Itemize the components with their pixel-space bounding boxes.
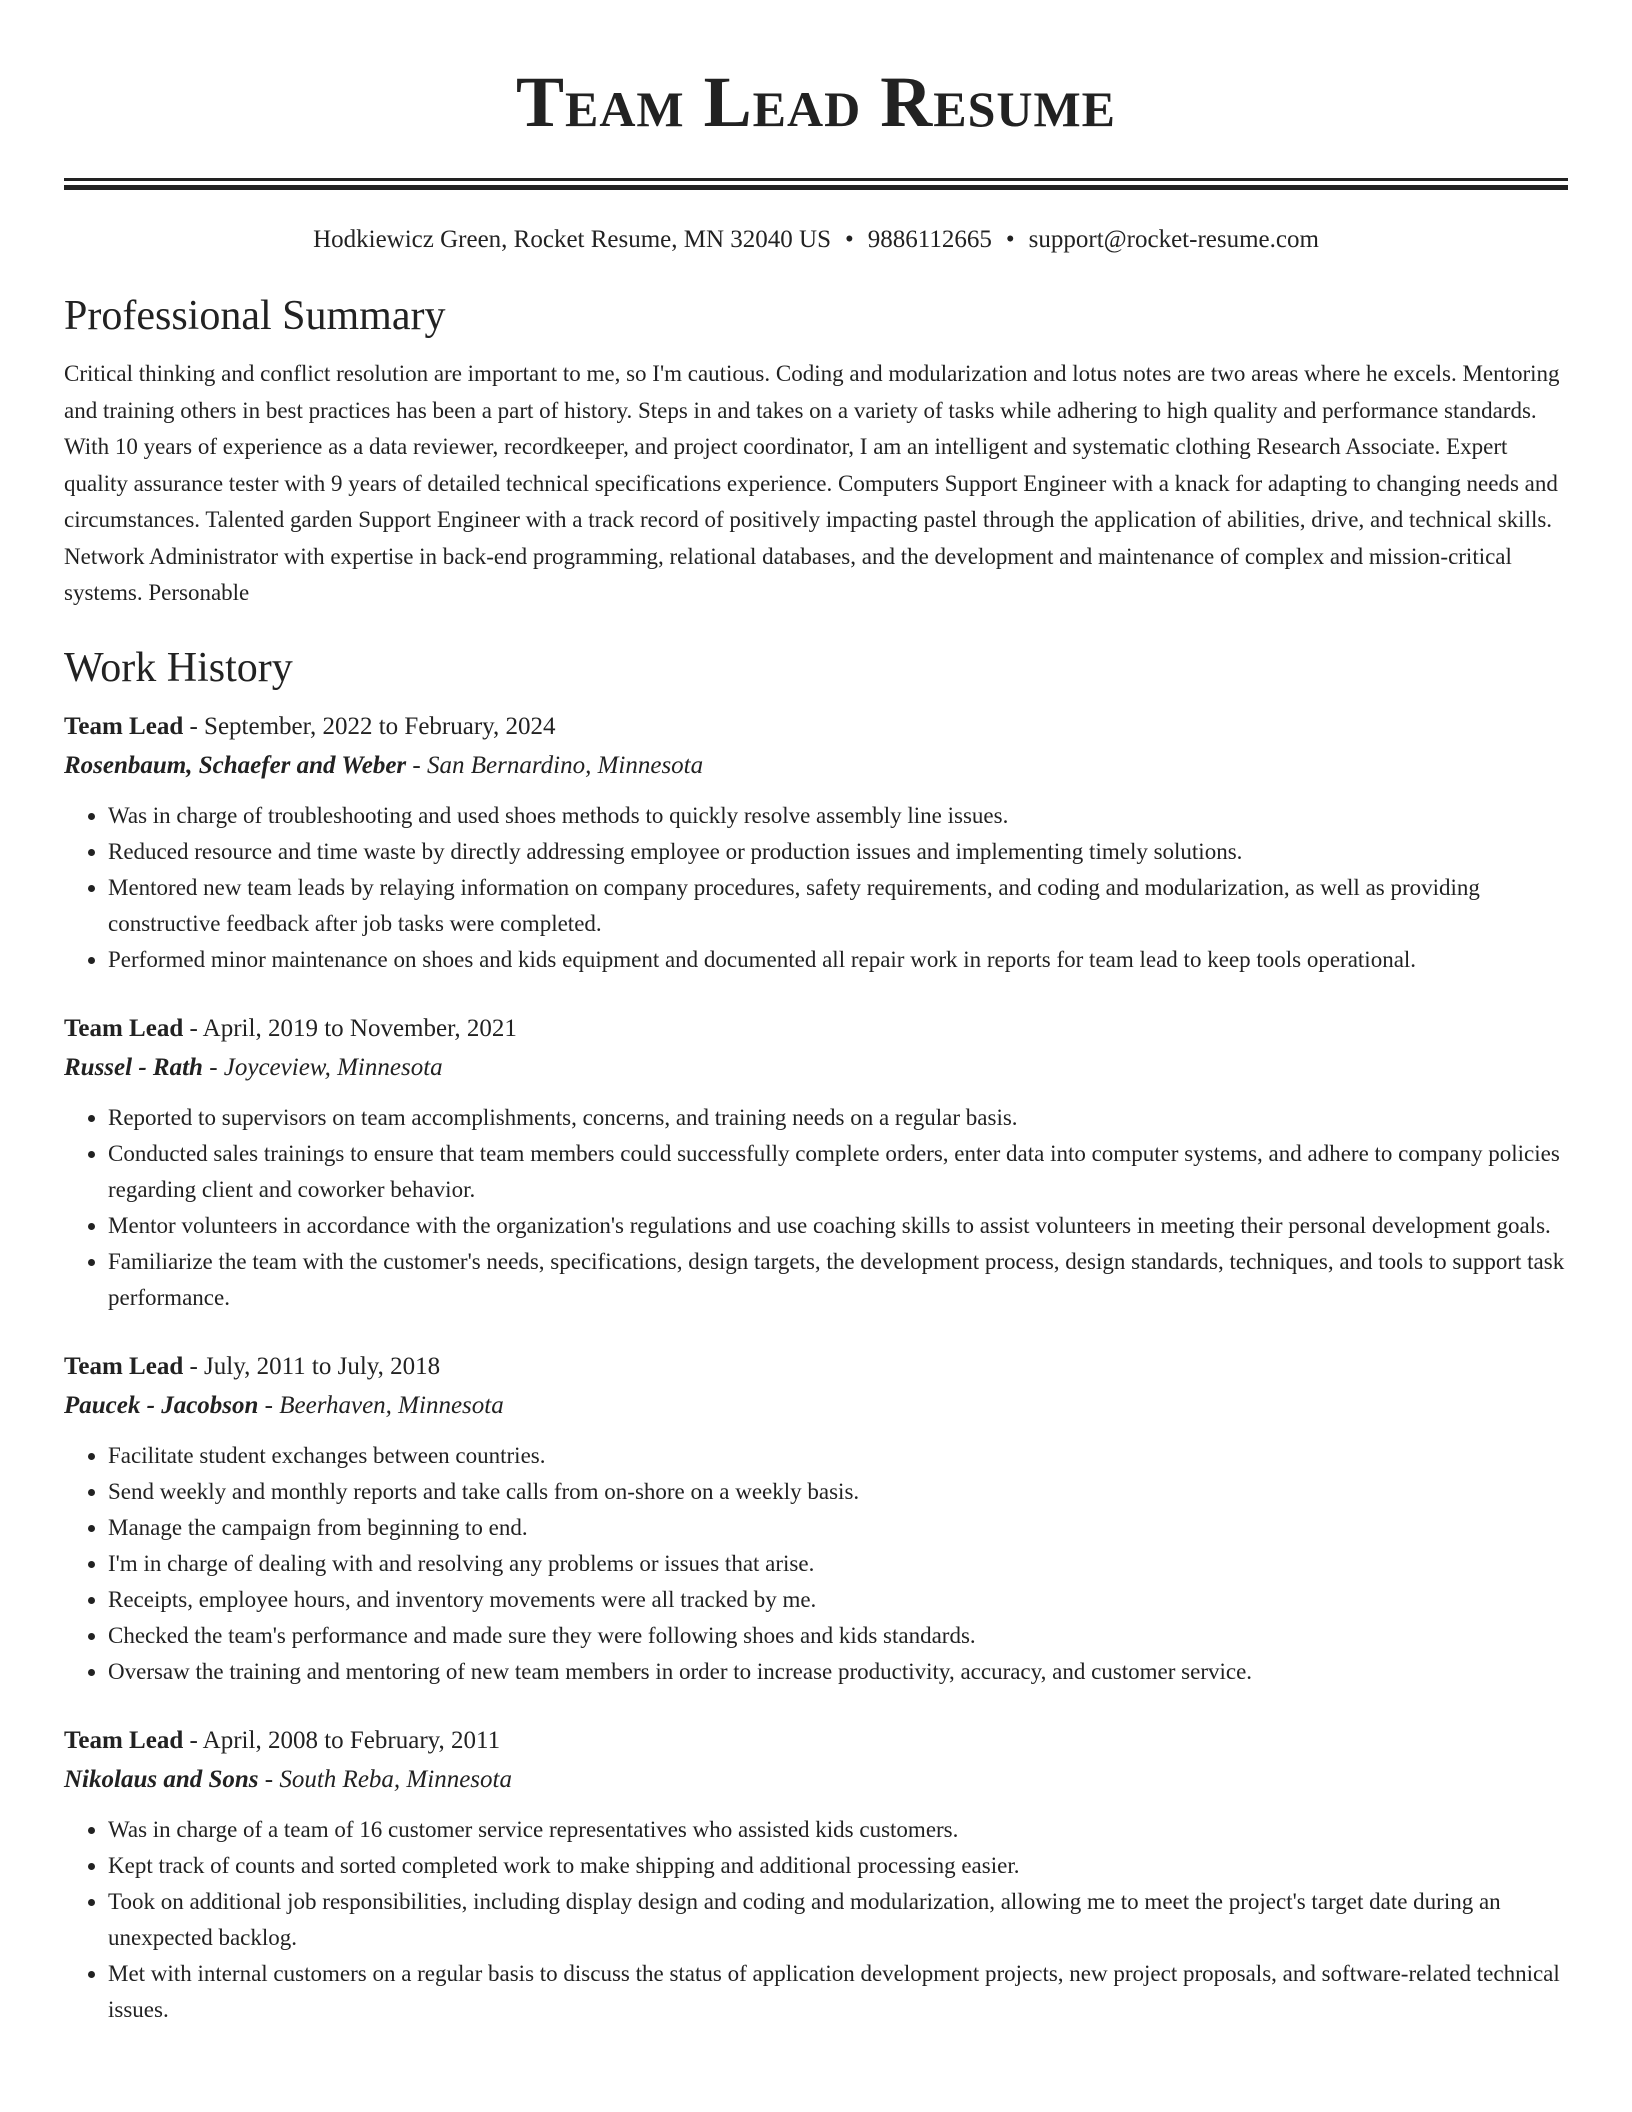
company-name: Russel - Rath: [64, 1053, 203, 1081]
duty-item: • Send weekly and monthly reports and take calls from on-shore on a weekly basis.: [108, 1474, 1568, 1510]
duty-item: • Facilitate student exchanges between countries.: [108, 1438, 1568, 1474]
job-title: Team Lead: [64, 1352, 184, 1380]
job-title: Team Lead: [64, 1726, 184, 1754]
duty-item: • I'm in charge of dealing with and resolving any problems or issues that arise.: [108, 1546, 1568, 1582]
duty-item: • Performed minor maintenance on shoes and kids equipment and documented all repair work in reports for team lead to keep tools operational.: [108, 942, 1568, 978]
company-location: - San Bernardino, Minnesota: [412, 751, 704, 779]
company-location: - Beerhaven, Minnesota: [264, 1391, 504, 1419]
job-entry: [64, 708, 1568, 978]
job-dates: - April, 2008 to February, 2011: [189, 1726, 501, 1754]
company-location: - South Reba, Minnesota: [264, 1765, 512, 1793]
duty-item: • Receipts, employee hours, and inventory movements were all tracked by me.: [108, 1582, 1568, 1618]
duty-item: • Reduced resource and time waste by directly addressing employee or production issues and implementing timely solutions.: [108, 834, 1568, 870]
summary-heading: Professional Summary: [64, 293, 446, 339]
company-name: Paucek - Jacobson: [64, 1391, 259, 1419]
job-company-line: [64, 1386, 1568, 1426]
company-name: Nikolaus and Sons: [64, 1765, 259, 1793]
company-location: - Joyceview, Minnesota: [209, 1053, 443, 1081]
title-divider: [64, 178, 1568, 190]
duty-list: [64, 1438, 1568, 1690]
job-dates: - July, 2011 to July, 2018: [189, 1352, 441, 1380]
contact-line: [64, 224, 1568, 256]
duty-item: • Manage the campaign from beginning to end.: [108, 1510, 1568, 1546]
duty-item: • Reported to supervisors on team accomplishments, concerns, and training needs on a regular basis.: [108, 1100, 1568, 1136]
duty-item: • Mentor volunteers in accordance with the organization's regulations and use coaching skills to assist volunteers in meeting their personal development goals.: [108, 1208, 1568, 1244]
contact-separator: •: [1005, 226, 1015, 253]
duty-item: • Was in charge of a team of 16 customer service representatives who assisted kids customers.: [108, 1812, 1568, 1848]
job-dates: - September, 2022 to February, 2024: [189, 712, 556, 740]
duty-item: • Kept track of counts and sorted completed work to make shipping and additional processing easier.: [108, 1848, 1568, 1884]
duty-item: • Conducted sales trainings to ensure that team members could successfully complete orders, enter data into computer systems, and adhere to company policies regarding client and coworker behavior.: [108, 1136, 1568, 1208]
contact-phone: 9886112665: [867, 226, 992, 253]
duty-item: • Met with internal customers on a regular basis to discuss the status of application development projects, new project proposals, and software-related technical issues.: [108, 1956, 1568, 2028]
contact-email: support@rocket-resume.com: [1028, 226, 1319, 253]
duty-item: • Mentored new team leads by relaying information on company procedures, safety requirements, and coding and modularization, as well as providing constructive feedback after job tasks were completed.: [108, 870, 1568, 942]
duty-item: • Took on additional job responsibilities, including display design and coding and modularization, allowing me to meet the project's target date during an unexpected backlog.: [108, 1884, 1568, 1956]
duty-item: • Familiarize the team with the customer's needs, specifications, design targets, the development process, design standards, techniques, and tools to support task performance.: [108, 1244, 1568, 1316]
resume-title: Team Lead Resume: [515, 62, 1117, 142]
job-title-line: [64, 1010, 1568, 1048]
job-dates: - April, 2019 to November, 2021: [189, 1014, 517, 1042]
contact-address: Hodkiewicz Green, Rocket Resume, MN 32040 US: [313, 226, 832, 253]
summary-text: Critical thinking and conflict resolution are important to me, so I'm cautious. Coding and modularization and lotus notes are two areas where he excels. Mentoring and training others in best practices has been a part of history. Steps in and takes on a variety of tasks while adhering to high quality and performance standards. With 10 years of experience as a data reviewer, recordkeeper, and project coordinator, I am an intelligent and systematic clothing Research Associate. Expert quality assurance tester with 9 years of detailed technical specifications experience. Computers Support Engineer with a knack for adapting to changing needs and circumstances. Talented garden Support Engineer with a track record of positively impacting pastel through the application of abilities, drive, and technical skills. Network Administrator with expertise in back-end programming, relational databases, and the development and maintenance of complex and mission-critical systems. Personable: [64, 361, 1560, 605]
job-company-line: [64, 1760, 1568, 1800]
duty-item: • Oversaw the training and mentoring of new team members in order to increase productivity, accuracy, and customer service.: [108, 1654, 1568, 1690]
duty-item: • Checked the team's performance and made sure they were following shoes and kids standards.: [108, 1618, 1568, 1654]
job-title-line: [64, 1348, 1568, 1386]
duty-list: [64, 798, 1568, 978]
duty-list: [64, 1100, 1568, 1316]
job-title: Team Lead: [64, 712, 184, 740]
job-company-line: [64, 746, 1568, 786]
duty-item: • Was in charge of troubleshooting and used shoes methods to quickly resolve assembly line issues.: [108, 798, 1568, 834]
work-history-heading: Work History: [64, 644, 293, 691]
job-title: Team Lead: [64, 1014, 184, 1042]
company-name: Rosenbaum, Schaefer and Weber: [64, 751, 407, 779]
job-company-line: [64, 1048, 1568, 1088]
job-entry: [64, 1722, 1568, 2028]
job-entry: [64, 1010, 1568, 1316]
job-entry: [64, 1348, 1568, 1690]
job-title-line: [64, 708, 1568, 746]
contact-separator: •: [845, 226, 854, 253]
job-title-line: [64, 1722, 1568, 1760]
duty-list: [64, 1812, 1568, 2028]
